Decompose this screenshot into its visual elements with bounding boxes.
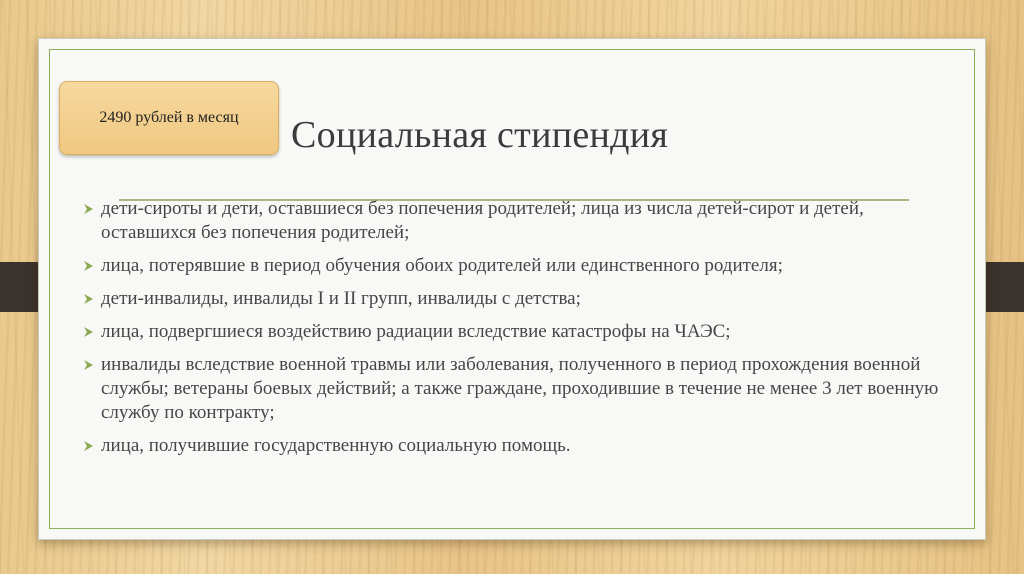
list-item xyxy=(83,287,963,311)
list-item-text: лица, получившие государственную социальную помощь. xyxy=(101,435,571,456)
list-item xyxy=(83,434,963,458)
price-badge-text: 2490 рублей в месяц xyxy=(99,109,239,126)
slide xyxy=(38,38,986,540)
arrow-bullet-icon xyxy=(83,287,101,311)
arrow-bullet-icon xyxy=(83,197,101,221)
list-item-text: дети-сироты и дети, оставшиеся без попечения родителей; лица из числа детей-сирот и детей, оставшихся без попечения родителей; xyxy=(101,198,864,243)
price-badge xyxy=(59,81,279,155)
list-item xyxy=(83,197,963,245)
arrow-bullet-icon xyxy=(83,353,101,377)
list-item-text: лица, потерявшие в период обучения обоих родителей или единственного родителя; xyxy=(101,255,783,276)
list-item xyxy=(83,353,963,425)
list-item-text: инвалиды вследствие военной травмы или заболевания, полученного в период прохождения военной службы; ветераны боевых действий; а также граждане, проходившие в течение не менее 3 лет военную службу по контракту; xyxy=(101,354,939,423)
list-item xyxy=(83,320,963,344)
arrow-bullet-icon xyxy=(83,434,101,458)
arrow-bullet-icon xyxy=(83,254,101,278)
slide-title: Социальная стипендия xyxy=(291,114,669,156)
list-item xyxy=(83,254,963,278)
eligibility-list xyxy=(83,197,963,467)
arrow-bullet-icon xyxy=(83,320,101,344)
list-item-text: дети-инвалиды, инвалиды I и II групп, инвалиды с детства; xyxy=(101,288,581,309)
list-item-text: лица, подвергшиеся воздействию радиации вследствие катастрофы на ЧАЭС; xyxy=(101,321,731,342)
